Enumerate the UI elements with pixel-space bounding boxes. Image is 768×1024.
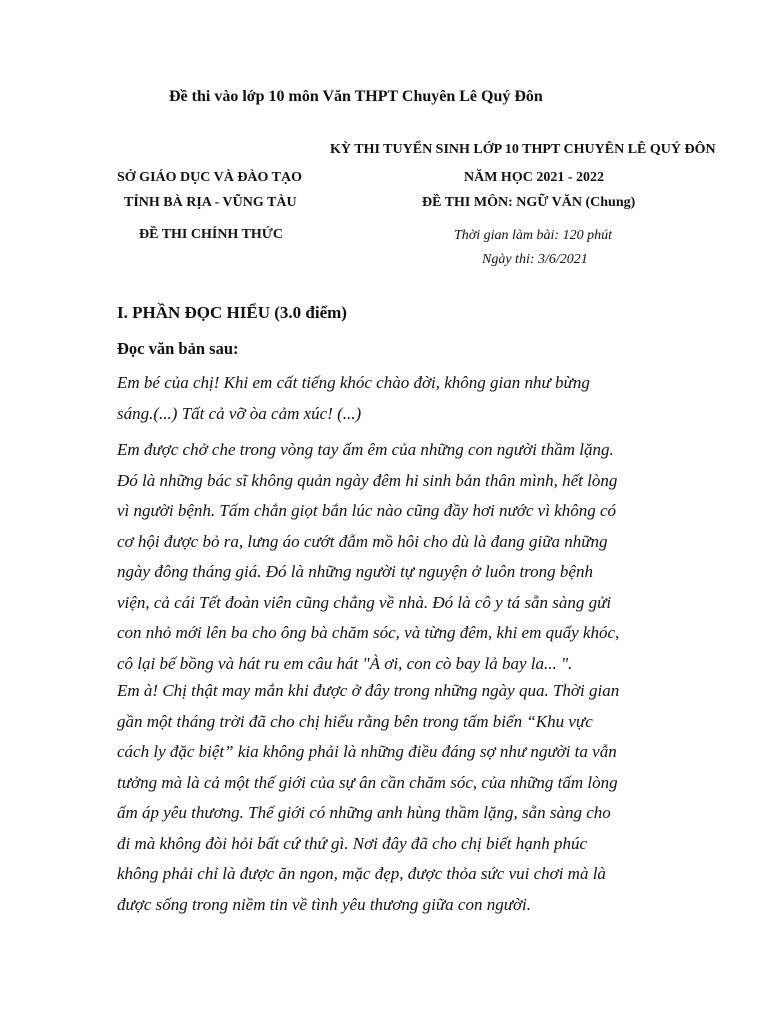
official-exam-label: ĐỀ THI CHÍNH THỨC <box>139 227 284 242</box>
passage-line: không phải chỉ là được ăn ngon, mặc đẹp, được thỏa sức vui chơi mà là <box>117 864 606 883</box>
department-name: SỞ GIÁO DỤC VÀ ĐÀO TẠO <box>117 170 303 185</box>
passage-line: gần một tháng trời đã cho chị hiểu rằng bên trong tấm biển “Khu vực <box>117 711 593 731</box>
passage-line: ấm áp yêu thương. Thế giới có những anh hùng thầm lặng, sẵn sàng cho <box>117 803 611 822</box>
reading-instruction: Đọc văn bản sau: <box>117 339 239 358</box>
passage-line: Em bé của chị! Khi em cất tiếng khóc chào đời, không gian như bừng <box>117 373 590 392</box>
passage-paragraph <box>117 435 652 679</box>
exam-name: KỲ THI TUYỂN SINH LỚP 10 THPT CHUYÊN LÊ QUÝ ĐÔN <box>330 142 716 157</box>
exam-date: Ngày thi: 3/6/2021 <box>482 252 588 267</box>
passage-line: được sống trong niềm tin về tình yêu thương giữa con người. <box>117 894 532 914</box>
province-name: TỈNH BÀ RỊA - VŨNG TÀU <box>124 195 297 210</box>
passage-line: cô lại bế bồng và hát ru em câu hát "À ơi, con cò bay lả bay la... ". <box>117 653 573 673</box>
school-year: NĂM HỌC 2021 - 2022 <box>464 170 604 185</box>
passage-line: Em à! Chị thật may mắn khi được ở đây trong những ngày qua. Thời gian <box>117 681 620 700</box>
passage-line: vì người bệnh. Tấm chắn giọt bắn lúc nào cũng đầy hơi nước vì không có <box>117 501 617 520</box>
passage-line: ngày đông tháng giá. Đó là những người tự nguyện ở luôn trong bệnh <box>117 562 593 581</box>
passage-line: Đó là những bác sĩ không quản ngày đêm hi sinh bản thân mình, hết lòng <box>117 470 618 490</box>
passage-line: tưởng mà là cả một thế giới của sự ân cần chăm sóc, của những tấm lòng <box>117 772 618 792</box>
section-heading: I. PHẦN ĐỌC HIỂU (3.0 điểm) <box>117 303 347 322</box>
passage-line: viện, cả cái Tết đoàn viên cũng chẳng về nhà. Đó là cô y tá sẵn sàng gửi <box>117 592 612 612</box>
document-title: Đề thi vào lớp 10 môn Văn THPT Chuyên Lê Quý Đôn <box>169 88 543 105</box>
passage-paragraph <box>117 676 652 920</box>
exam-duration: Thời gian làm bài: 120 phút <box>454 228 612 243</box>
passage-paragraph <box>117 368 652 429</box>
passage-line: sáng.(...) Tất cả vỡ òa cảm xúc! (...) <box>117 403 362 423</box>
passage-line: cơ hội được bỏ ra, lưng áo cướt đẫm mồ hôi cho dù là đang giữa những <box>117 531 608 551</box>
passage-line: đi mà không đòi hỏi bất cứ thứ gì. Nơi đây đã cho chị biết hạnh phúc <box>117 833 588 853</box>
exam-subject: ĐỀ THI MÔN: NGỮ VĂN (Chung) <box>422 195 636 210</box>
passage-line: con nhỏ mới lên ba cho ông bà chăm sóc, và từng đêm, khi em quấy khóc, <box>117 623 620 642</box>
passage-line: Em được chở che trong vòng tay ấm êm của những con người thầm lặng. <box>117 440 614 459</box>
passage-line: cách ly đặc biệt” kia không phải là những điều đáng sợ như người ta vẫn <box>117 742 617 761</box>
